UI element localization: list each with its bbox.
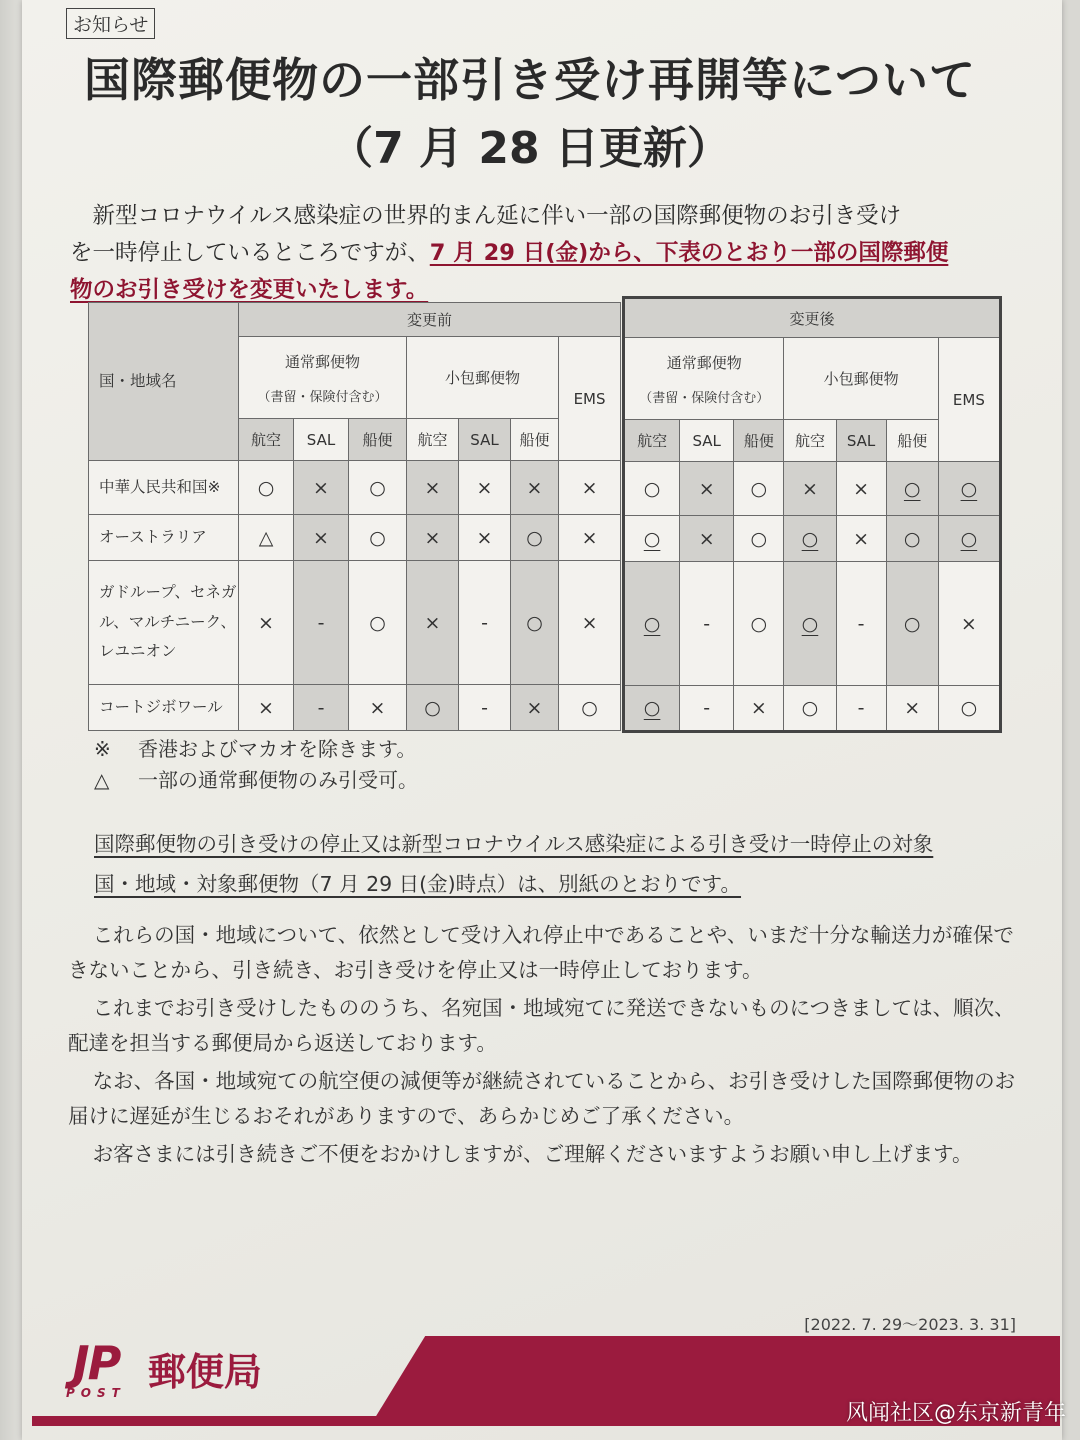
status-cell: ○	[938, 686, 1000, 732]
status-cell: ×	[511, 685, 559, 731]
table-row	[89, 515, 621, 561]
ship-header: 船便	[511, 419, 559, 461]
status-cell: ×	[938, 562, 1000, 686]
status-cell: -	[836, 686, 886, 732]
status-cell: -	[680, 562, 734, 686]
status-cell: ×	[836, 462, 886, 516]
note-text: 一部の通常郵便物のみ引受可。	[138, 768, 418, 792]
page-subtitle: （7 月 28 日更新）	[329, 123, 731, 174]
suspension-line-2	[94, 864, 994, 904]
status-cell: ×	[836, 516, 886, 562]
status-cell-changed: ○	[624, 516, 680, 562]
body-paragraph: なお、各国・地域宛ての航空便の減便等が継続されていることから、お引き受けした国際郵便物のお届けに遅延が生じるおそれがありますので、あらかじめご了承ください。	[68, 1069, 1016, 1128]
status-cell: ○	[511, 515, 559, 561]
country-name: ガドループ、セネガル、マルチニーク、レユニオン	[89, 561, 239, 685]
table-row	[89, 685, 621, 731]
ship-header: 船便	[349, 419, 407, 461]
regular-mail-label: 通常郵便物	[284, 352, 360, 371]
jp-post-mark-icon	[66, 1336, 126, 1400]
status-cell: ○	[734, 462, 784, 516]
status-cell: -	[294, 685, 349, 731]
table-row	[624, 562, 1001, 686]
note-text: 香港およびマカオを除きます。	[138, 737, 417, 761]
suspension-line-1	[94, 824, 994, 864]
status-cell: ×	[680, 462, 734, 516]
body-paragraph: お客さまには引き続きご不便をおかけしますが、ご理解くださいますようお願い申し上げます。	[92, 1142, 973, 1166]
status-cell: ×	[407, 461, 459, 515]
status-cell: ×	[734, 686, 784, 732]
regular-mail-note: （書留・保険付含む）	[257, 389, 388, 405]
before-change-table	[88, 302, 621, 731]
ship-header: 船便	[886, 420, 938, 462]
status-cell: ○	[511, 561, 559, 685]
suspension-line-1-text: 国際郵便物の引き受けの停止又は新型コロナウイルス感染症による引き受け一時停止の対象	[94, 832, 934, 856]
status-cell: -	[680, 686, 734, 732]
regular-mail-header	[624, 338, 784, 420]
intro-line-1: 新型コロナウイルス感染症の世界的まん延に伴い一部の国際郵便物のお引き受け	[92, 203, 902, 229]
sal-header: SAL	[680, 420, 734, 462]
table-row	[89, 561, 621, 685]
status-cell: ×	[459, 515, 511, 561]
status-cell-changed: ○	[938, 516, 1000, 562]
intro-paragraph	[70, 198, 1020, 309]
status-cell: ×	[294, 515, 349, 561]
regular-mail-note: （書留・保険付含む）	[639, 390, 770, 406]
table-row	[624, 516, 1001, 562]
status-cell: ○	[239, 461, 294, 515]
table-row	[89, 461, 621, 515]
body-paragraph: これらの国・地域について、依然として受け入れ停止中であることや、いまだ十分な輸送力が確保できないことから、引き続き、お引き受けを停止又は一時停止しております。	[68, 923, 1014, 982]
intro-line-2	[70, 235, 1020, 272]
status-cell: ○	[886, 562, 938, 686]
body-text	[68, 918, 1028, 1172]
regular-mail-header	[239, 337, 407, 419]
status-cell: ×	[239, 685, 294, 731]
status-cell: ×	[294, 461, 349, 515]
small-packet-header: 小包郵便物	[407, 337, 559, 419]
table-row	[624, 686, 1001, 732]
air-header: 航空	[624, 420, 680, 462]
status-cell: ×	[886, 686, 938, 732]
status-cell: ○	[407, 685, 459, 731]
ems-header: EMS	[559, 337, 621, 461]
status-cell: △	[239, 515, 294, 561]
status-cell: ×	[511, 461, 559, 515]
suspension-paragraph	[94, 824, 994, 904]
status-cell: ×	[784, 462, 836, 516]
status-cell: ×	[239, 561, 294, 685]
logo-post-text: POST	[66, 1386, 126, 1400]
air-header: 航空	[239, 419, 294, 461]
status-cell-changed: ○	[624, 562, 680, 686]
status-cell: ×	[559, 515, 621, 561]
status-cell: ○	[734, 562, 784, 686]
country-column-header: 国・地域名	[89, 303, 239, 461]
status-cell-changed: ○	[784, 516, 836, 562]
posting-period: [2022. 7. 29～2023. 3. 31]	[804, 1315, 1016, 1334]
table-row	[624, 462, 1001, 516]
status-cell: ○	[349, 561, 407, 685]
air-header: 航空	[407, 419, 459, 461]
country-name: 中華人民共和国※	[89, 461, 239, 515]
country-name: オーストラリア	[89, 515, 239, 561]
status-cell: ×	[559, 461, 621, 515]
status-cell: ○	[784, 686, 836, 732]
status-cell-changed: ○	[938, 462, 1000, 516]
notice-tag: お知らせ	[66, 8, 155, 39]
ship-header: 船便	[734, 420, 784, 462]
country-name: コートジボワール	[89, 685, 239, 731]
status-cell: ×	[559, 561, 621, 685]
before-header: 変更前	[239, 303, 621, 337]
status-cell: ○	[349, 461, 407, 515]
status-cell: -	[836, 562, 886, 686]
japan-post-logo	[66, 1336, 262, 1400]
intro-highlight-2: 物のお引き受けを変更いたします。	[70, 277, 429, 303]
suspension-line-2-text: 国・地域・対象郵便物（7 月 29 日(金)時点）は、別紙のとおりです。	[94, 872, 742, 896]
after-change-table	[622, 296, 1002, 733]
status-cell: ×	[407, 561, 459, 685]
status-cell: -	[459, 561, 511, 685]
logo-jp-text: JP	[72, 1336, 120, 1390]
note-item	[94, 765, 418, 796]
status-cell: ×	[407, 515, 459, 561]
small-packet-header: 小包郵便物	[784, 338, 938, 420]
note-mark: △	[94, 768, 110, 792]
note-mark: ※	[94, 737, 111, 761]
status-cell-changed: ○	[886, 462, 938, 516]
sal-header: SAL	[294, 419, 349, 461]
body-paragraph: これまでお引き受けしたもののうち、名宛国・地域宛てに発送できないものにつきましては、順次、配達を担当する郵便局から返送しております。	[68, 996, 1015, 1055]
after-header: 変更後	[624, 298, 1001, 338]
sal-header: SAL	[459, 419, 511, 461]
logo-name: 郵便局	[147, 1350, 262, 1394]
status-cell: ×	[459, 461, 511, 515]
status-cell: ○	[559, 685, 621, 731]
air-header: 航空	[784, 420, 836, 462]
status-cell: -	[459, 685, 511, 731]
status-cell-changed: ○	[624, 686, 680, 732]
watermark: 风闻社区@东京新青年	[845, 1401, 1066, 1426]
sal-header: SAL	[836, 420, 886, 462]
intro-line-2-plain: を一時停止しているところですが、	[70, 240, 430, 266]
regular-mail-label: 通常郵便物	[666, 353, 742, 372]
status-cell: ○	[734, 516, 784, 562]
intro-highlight-1: 7 月 29 日(金)から、下表のとおり一部の国際郵便	[429, 240, 949, 266]
ems-header: EMS	[938, 338, 1000, 462]
status-cell: ○	[349, 515, 407, 561]
status-cell-changed: ○	[784, 562, 836, 686]
status-cell: ×	[680, 516, 734, 562]
status-cell: ○	[886, 516, 938, 562]
status-cell: ×	[349, 685, 407, 731]
note-item	[94, 734, 418, 765]
table-notes	[94, 734, 418, 796]
status-cell: -	[294, 561, 349, 685]
status-cell: ○	[624, 462, 680, 516]
page-title: 国際郵便物の一部引き受け再開等について	[83, 53, 977, 107]
